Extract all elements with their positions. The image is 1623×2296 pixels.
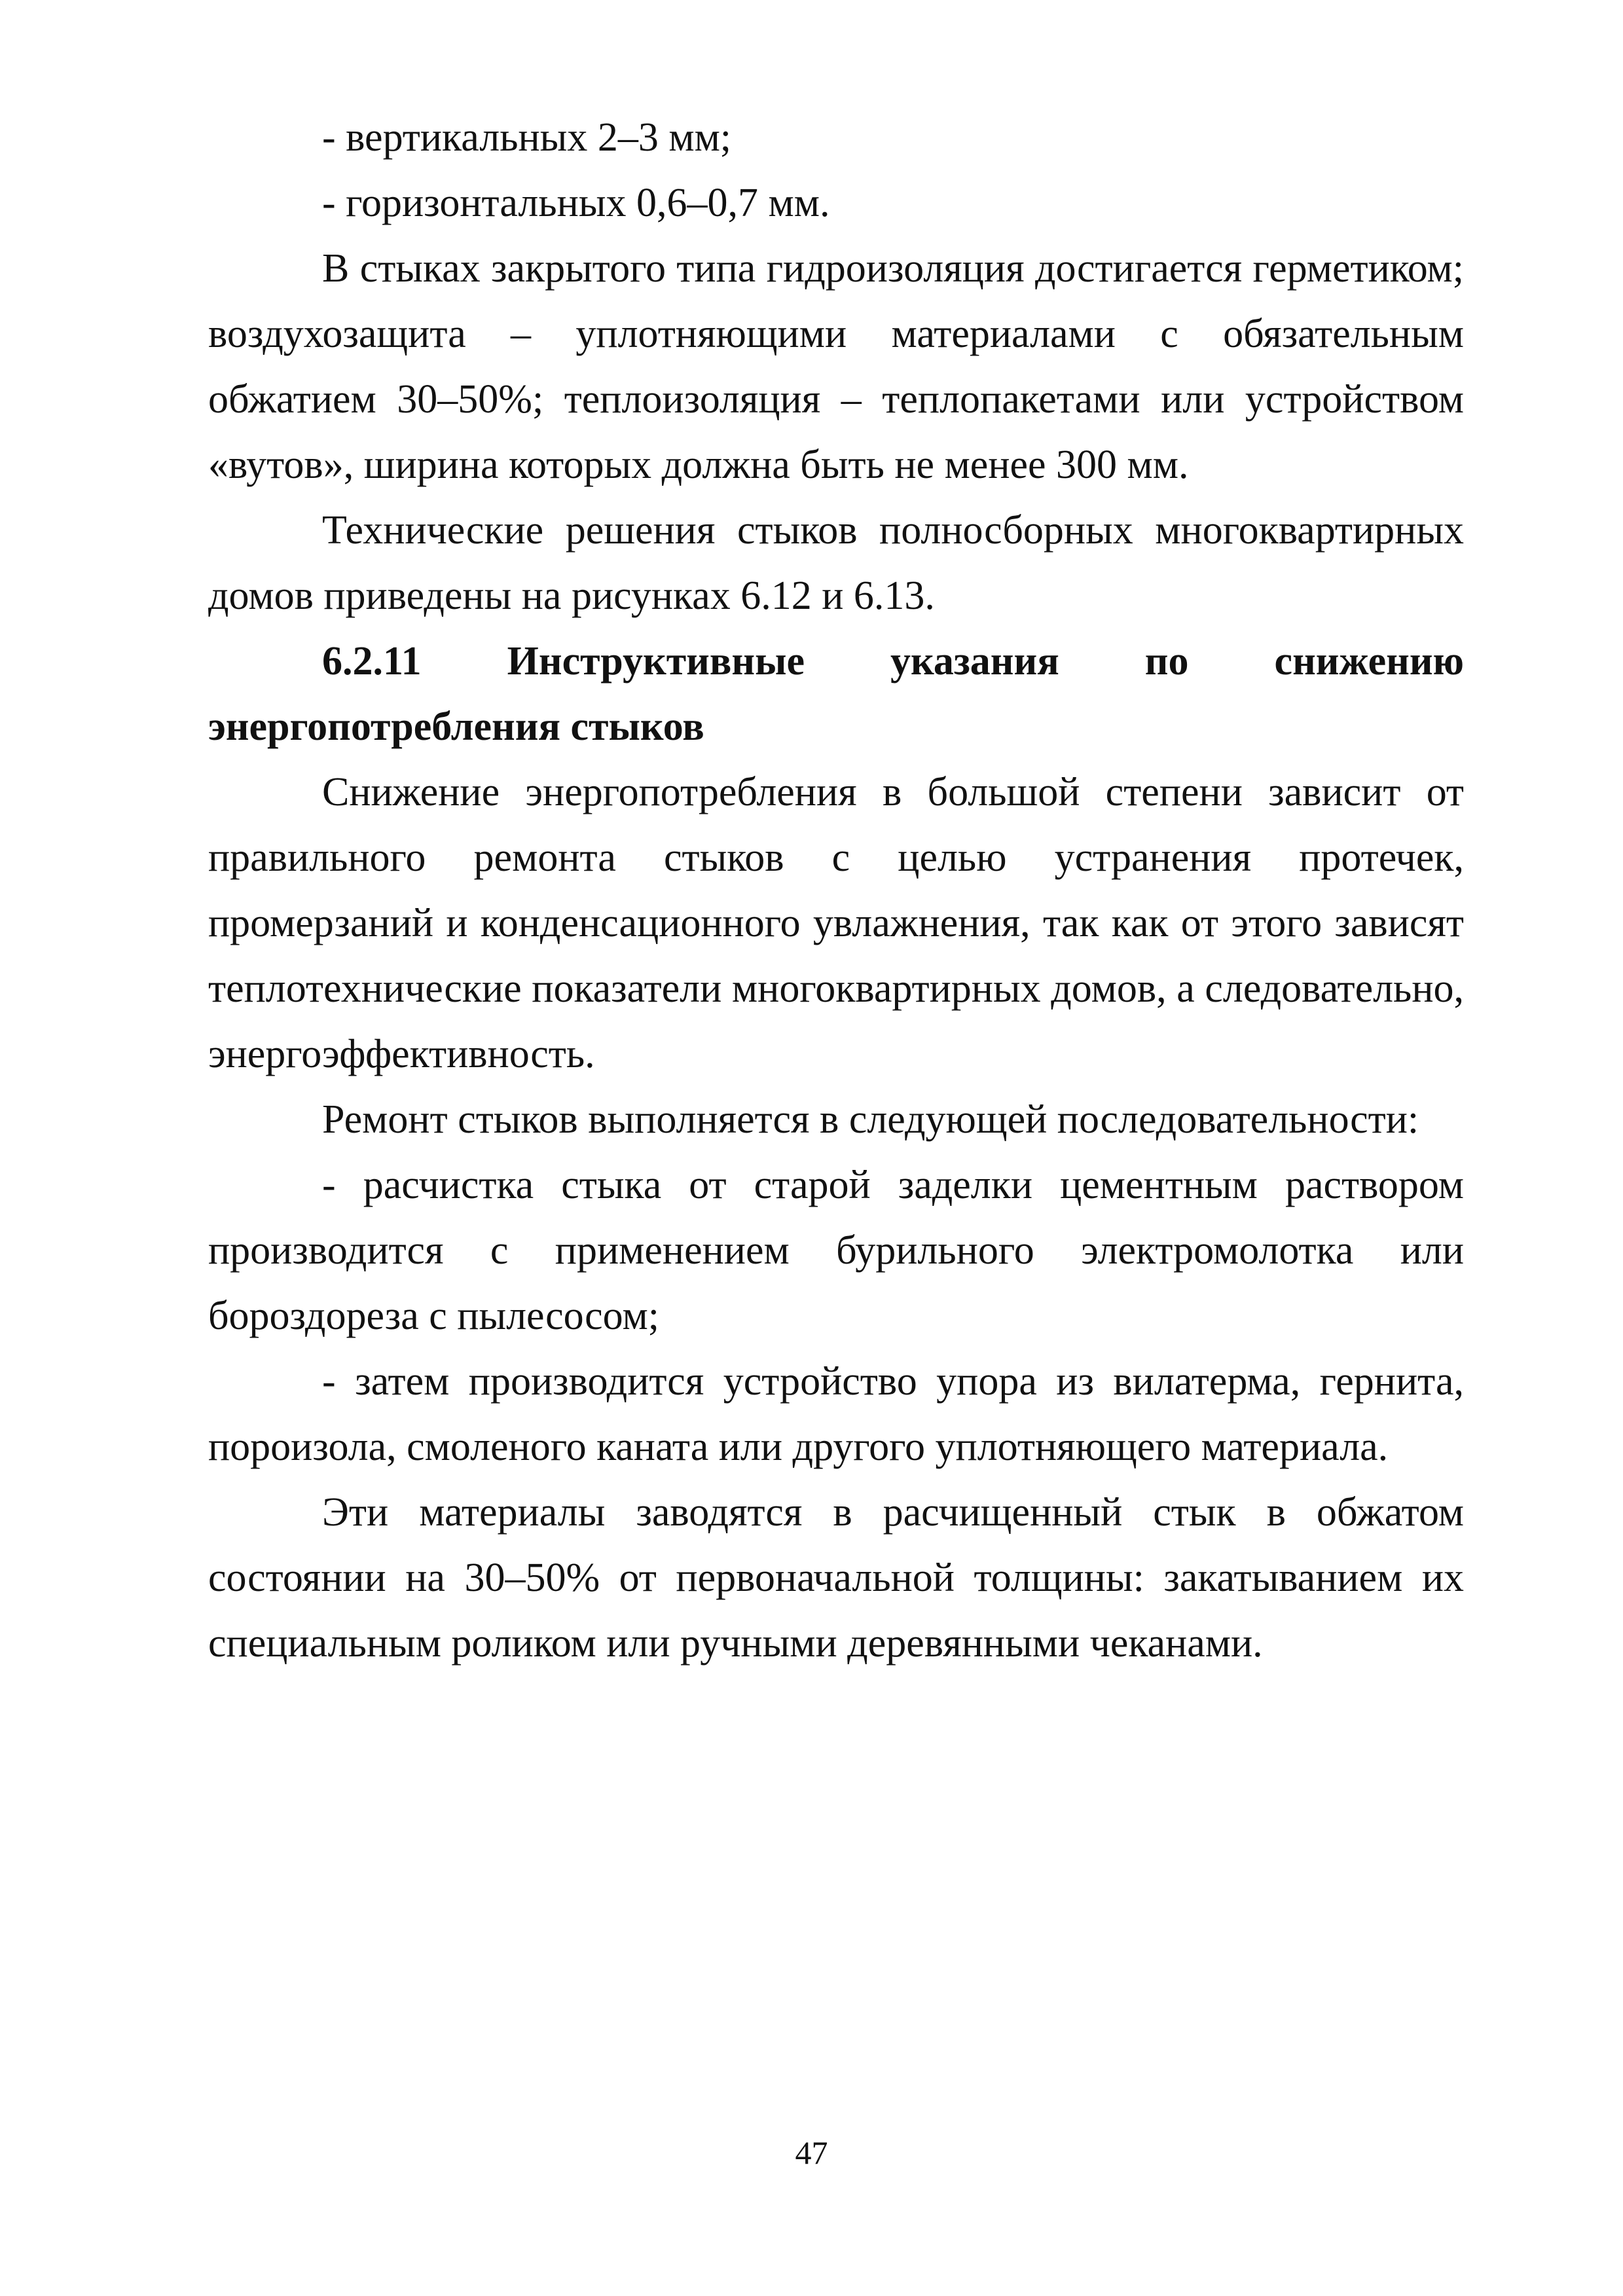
list-item-vertical: - вертикальных 2–3 мм; — [322, 115, 732, 160]
paragraph-energy-reduction: Снижение энергопотребления в большой степени зависит от правильного ремонта стыков с целью устранения протечек, промерзаний и конденсационного увлажнения, так как от этого зависят теплотехнические показатели многоквартирных домов, а следовательно, энергоэффективность. — [208, 770, 1464, 1076]
paragraph-technical-solutions: Технические решения стыков полносборных многоквартирных домов приведены на рисунках 6.12 и 6.13. — [208, 508, 1464, 618]
list-item-stop-device: - затем производится устройство упора из вилатерма, гернита, пороизола, смоленого каната или другого уплотняющего материала. — [208, 1359, 1464, 1469]
list-item-horizontal: - горизонтальных 0,6–0,7 мм. — [322, 181, 830, 225]
list-item-cleaning: - расчистка стыка от старой заделки цементным раствором производится с применением бурильного электромолотка или бороздореза с пылесосом; — [208, 1163, 1464, 1338]
page-number: 47 — [795, 2134, 828, 2171]
document-body — [208, 105, 1464, 1676]
paragraph-repair-sequence: Ремонт стыков выполняется в следующей последовательности: — [322, 1097, 1419, 1142]
paragraph-materials: Эти материалы заводятся в расчищенный стык в обжатом состоянии на 30–50% от первоначальной толщины: закатыванием их специальным роликом или ручными деревянными чеканами. — [208, 1490, 1464, 1666]
section-heading: 6.2.11 Инструктивные указания по снижению энергопотребления стыков — [208, 639, 1464, 749]
paragraph-closed-joints: В стыках закрытого типа гидроизоляция достигается герметиком; воздухозащита – уплотняющими материалами с обязательным обжатием 30–50%; теплоизоляция – теплопакетами или устройством «вутов», ширина которых должна быть не менее 300 мм. — [208, 246, 1464, 487]
